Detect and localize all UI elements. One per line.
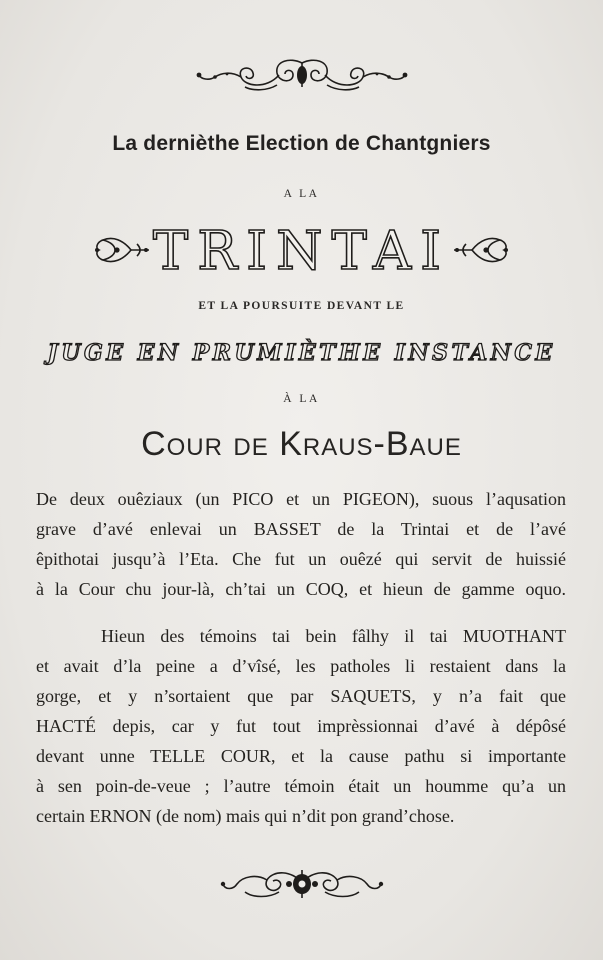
paragraph-line: Hieun des témoins tai bein fâlhy il tai MUOTHANT [101,626,566,646]
paragraph-line: à sen poin-de-veue ; l’autre témoin était un houmme qu’a un [36,776,566,796]
paragraph-line: devant unne TELLE COUR, et la cause pathu si importante [36,746,566,766]
paragraph-2 [36,621,566,831]
paragraph-line: et avait d’la peine a d’vîsé, les patholes li restaient dans la [36,656,566,676]
paragraph-line: êpithotai jusqu’à l’Eta. Che fut un ouêzé qui servit de huissié [36,549,566,569]
paragraph-line: gorge, et y n’sortaient que par SAQUETS, y n’a fait que [36,686,566,706]
a-la-heading: A LA [283,188,320,200]
trintai-heading: TRINTAI [152,221,451,282]
cour-heading: Cour de Kraus-Baue [141,425,462,463]
trintai-heading-row [0,222,603,282]
paragraph-1 [36,484,566,604]
left-fleur-de-lis-icon [91,230,153,274]
top-scroll-ornament-icon [0,55,603,99]
juge-heading: JUGE EN PRUMIÈTHE INSTANCE [47,340,556,366]
right-fleur-de-lis-icon [450,230,512,274]
poursuite-line: ET LA POURSUITE DEVANT LE [198,300,405,312]
paragraph-line: HACTÉ depis, car y fut tout imprèssionnai d’avé à dépôsé [36,716,566,736]
title-line: La dernièthe Election de Chantgniers [112,132,491,155]
paragraph-line: De deux ouêziaux (un PICO et un PIGEON), suous l’aqusation [36,489,566,509]
bottom-scroll-ornament-icon [0,862,603,908]
paragraph-line: à la Cour chu jour-là, ch’tai un COQ, et hieun de gamme oquo. [36,579,566,599]
paragraph-line: certain ERNON (de nom) mais qui n’dit pon grand’chose. [36,806,455,826]
paragraph-line: grave d’avé enlevai un BASSET de la Trintai et de l’avé [36,519,566,539]
a-la-heading-2: À LA [283,393,320,405]
